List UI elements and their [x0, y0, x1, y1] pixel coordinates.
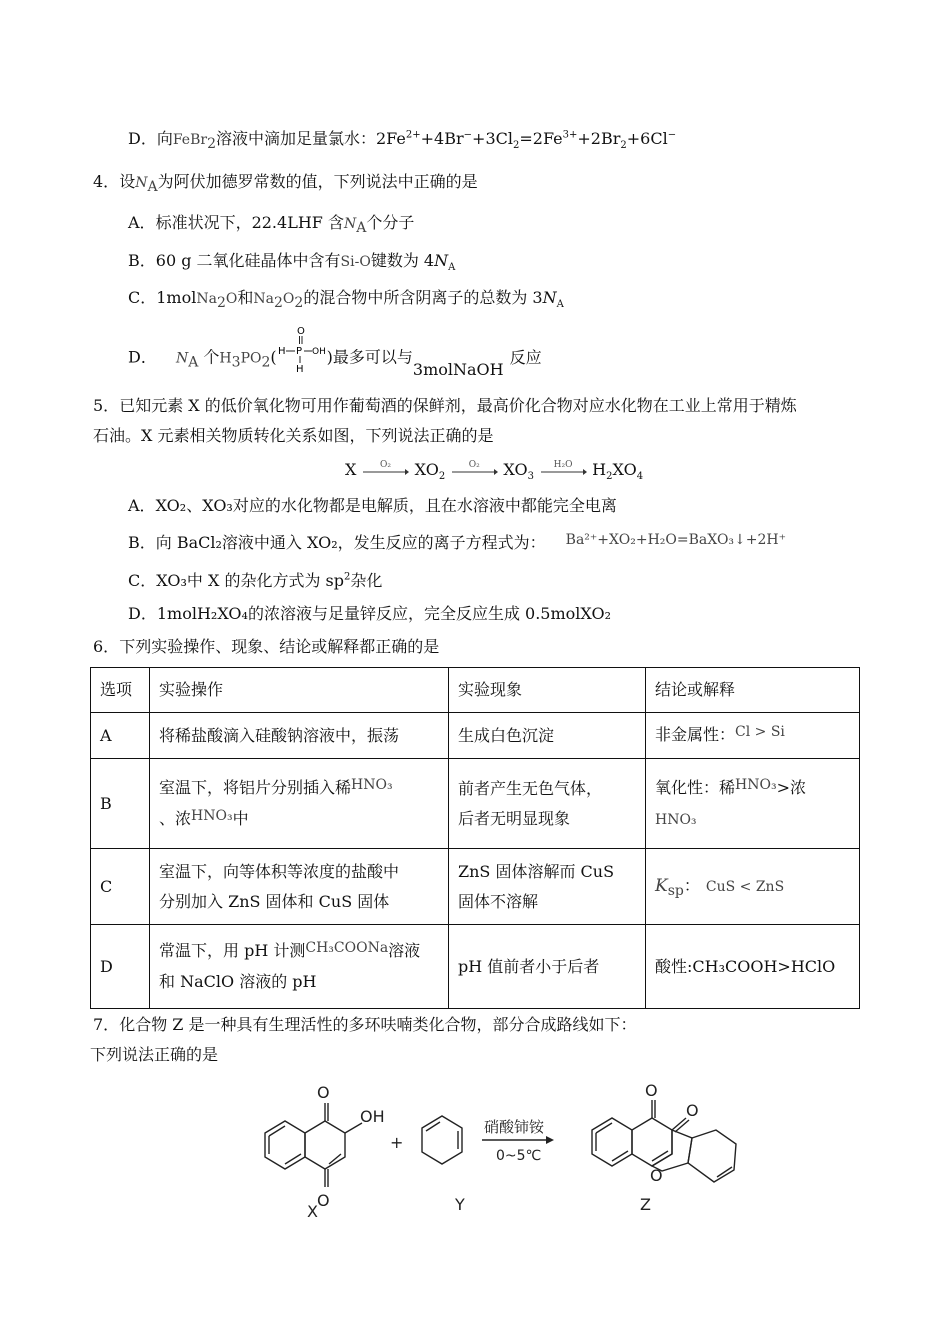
y-ring: [422, 1116, 462, 1164]
q7-stem-line2: 下列说法正确的是: [90, 1045, 219, 1064]
table-header-row: [91, 668, 860, 713]
q5-stem-line2: 石油。X 元素相关物质转化关系如图，下列说法正确的是: [93, 426, 494, 445]
x-benzene-ring: [265, 1121, 305, 1169]
row-d-option: D: [91, 925, 150, 1009]
row-d-conclusion: 酸性:CH₃COOH>HClO: [646, 925, 860, 1009]
q4-option-a: A．标准状况下，22.4LHF 含$N_A$个分子: [128, 213, 415, 237]
row-d-operation: 常温下，用 pH 计测CH₃COONa溶液 和 NaClO 溶液的 pH: [150, 925, 449, 1009]
x-top-o: O: [317, 1083, 330, 1102]
table-row: [91, 849, 860, 925]
q6-stem: 6．下列实验操作、现象、结论或解释都正确的是: [93, 637, 440, 656]
h3po2-structure: [277, 324, 327, 374]
row-a-operation: 将稀盐酸滴入硅酸钠溶液中，振荡: [150, 713, 449, 759]
row-a-conclusion: 非金属性：Cl > Si: [646, 713, 860, 759]
z-ring-o: O: [650, 1166, 663, 1185]
row-d-phenomenon: pH 值前者小于后者: [449, 925, 646, 1009]
q4-option-d: D． $N_A$ 个$H_3PO_2$( O H P OH H )最多可以与3molNaOH反应: [128, 326, 542, 379]
header-operation: 实验操作: [150, 668, 449, 713]
table-row: [91, 925, 860, 1009]
x-oh: OH: [360, 1107, 385, 1126]
experiment-table: [90, 667, 860, 1009]
header-phenomenon: 实验现象: [449, 668, 646, 713]
row-c-phenomenon: ZnS 固体溶解而 CuS 固体不溶解: [449, 849, 646, 925]
q5-option-b: B．向 BaCl₂溶液中通入 XO₂，发生反应的离子方程式为： Ba²⁺+XO₂+H₂O=BaXO₃↓+2H⁺: [128, 532, 787, 552]
row-b-option: B: [91, 759, 150, 849]
x-bottom-o: O: [317, 1191, 330, 1210]
label-y: Y: [455, 1195, 465, 1214]
label-x: X: [307, 1202, 318, 1221]
condition-label: 0~5℃: [496, 1148, 542, 1164]
z-right-o: O: [686, 1101, 699, 1120]
arrow-o2-1: O₂: [361, 464, 409, 478]
q4-option-c: C．1molNa$_2$O和$Na_2O_2$的混合物中所含阴离子的总数为 $3N_A$: [128, 288, 564, 312]
row-b-conclusion: 氧化性：稀HNO₃>浓 HNO₃: [646, 759, 860, 849]
z-quinone-ring: [632, 1118, 672, 1166]
row-c-conclusion: $K_{sp}$： CuS < ZnS: [646, 849, 860, 925]
header-option: 选项: [91, 668, 150, 713]
arrow-o2-2: O₂: [450, 464, 498, 478]
q7-stem: 7．化合物 Z 是一种具有生理活性的多环呋喃类化合物，部分合成路线如下：: [93, 1015, 637, 1034]
plus-sign: +: [390, 1133, 404, 1152]
q5-option-d: D．1molH₂XO₄的浓溶液与足量锌反应，完全反应生成 0.5molXO₂: [128, 604, 612, 623]
q7-synthesis-scheme: [250, 1068, 770, 1228]
z-cyclohexene-ring: [688, 1130, 736, 1182]
reaction-arrow-head: [546, 1136, 554, 1144]
table-row: [91, 713, 860, 759]
q5-stem-line1: 5．已知元素 X 的低价氧化物可用作葡萄酒的保鲜剂，最高价化合物对应水化物在工业上常用于精炼: [93, 396, 797, 415]
struct-p: P: [295, 346, 302, 357]
row-a-phenomenon: 生成白色沉淀: [449, 713, 646, 759]
table-row: [91, 759, 860, 849]
struct-h-left: H: [277, 346, 286, 357]
q3-option-d: D．向FeBr$_2$溶液中滴加足量氯水：$2Fe^{2+}+4Br^-+3Cl_2=2Fe^{3+}+2Br_2+6Cl^-$: [128, 129, 677, 153]
struct-o: O: [296, 326, 305, 337]
z-furan-ring: [652, 1130, 692, 1171]
struct-oh: OH: [311, 347, 326, 357]
arrow-h2o: H₂O: [539, 464, 587, 478]
z-benzene-ring: [592, 1118, 632, 1166]
label-z: Z: [640, 1195, 651, 1214]
row-a-option: A: [91, 713, 150, 759]
struct-h-bottom: H: [295, 364, 304, 374]
reagent-label: 硝酸铈铵: [484, 1118, 545, 1136]
q5-conversion-chain: X O₂ $XO_2$ O₂ $XO_3$ H₂O $H_2XO_4$: [345, 459, 644, 483]
row-b-operation: 室温下，将铝片分别插入稀HNO₃ 、浓HNO₃中: [150, 759, 449, 849]
z-top-o: O: [645, 1081, 658, 1100]
header-conclusion: 结论或解释: [646, 668, 860, 713]
q5-option-c: C．XO₃中 X 的杂化方式为 $sp^2$杂化: [128, 571, 383, 590]
row-c-option: C: [91, 849, 150, 925]
row-b-phenomenon: 前者产生无色气体， 后者无明显现象: [449, 759, 646, 849]
q4-option-b: B．60 g 二氧化硅晶体中含有Si-O键数为 $4N_A$: [128, 251, 456, 274]
q5-option-a: A．XO₂、XO₃对应的水化物都是电解质，且在水溶液中都能完全电离: [128, 496, 617, 515]
q4-stem: 4．设$N_A$为阿伏加德罗常数的值，下列说法中正确的是: [93, 172, 478, 196]
x-quinone-ring: [305, 1121, 345, 1169]
row-c-operation: 室温下，向等体积等浓度的盐酸中 分别加入 ZnS 固体和 CuS 固体: [150, 849, 449, 925]
